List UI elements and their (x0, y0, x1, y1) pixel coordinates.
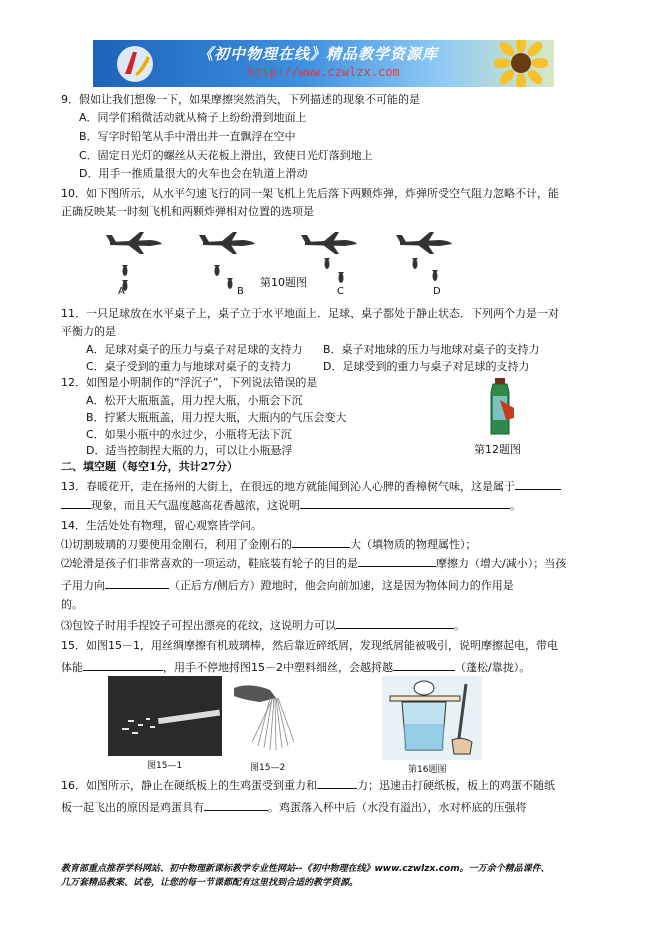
q16-line1: 16．如图所示，静止在硬纸板上的生鸡蛋受到重力和 力；迅速击打硬纸板，板上的鸡蛋不随纸 (61, 779, 555, 792)
q16-line2: 板一起飞出的原因是鸡蛋具有 。鸡蛋落入杯中后（水没有溢出），水对杯底的压强将 (61, 801, 527, 814)
q14-stem: 14．生活处处有物理，留心观察皆学问。 (61, 519, 262, 532)
q10-label-a: A (118, 286, 125, 297)
q13-line2: 现象，而且天气温度越高花香越浓，这说明 。 (61, 498, 521, 513)
q13-blank-1-cont[interactable] (61, 498, 91, 509)
option-a-plane-icon (106, 232, 162, 291)
q10-stem-line1: 10．如下图所示，从水平匀速飞行的同一架飞机上先后落下两颗炸弹，炸弹所受空气阻力忽略不计，能 (61, 187, 559, 200)
q15-blank-1[interactable] (83, 660, 163, 671)
q16-blank-2[interactable] (204, 800, 268, 811)
q16-blank-1[interactable] (317, 778, 357, 789)
fig16-caption: 第16题图 (408, 765, 447, 775)
q14-blank-4[interactable] (336, 618, 454, 629)
q10-label-b: B (237, 286, 244, 297)
q14-blank-3[interactable] (105, 578, 169, 589)
q14-part2-line3: 的。 (61, 598, 83, 611)
option-d-plane-icon (396, 232, 452, 281)
sunflower-icon (494, 40, 548, 87)
footer-line1: 教育部重点推荐学科网站、初中物理新课标教学专业性网站--《初中物理在线》www.czwlzx.com。一万余个精品课件、 (61, 864, 550, 874)
q13-blank-1[interactable] (515, 479, 561, 490)
banner-title: 《初中物理在线》精品教学资源库 (198, 45, 439, 63)
fig16-egg-cup-image (382, 676, 482, 760)
q14-blank-1[interactable] (292, 537, 350, 548)
q12-option-c: C．如果小瓶中的水过少，小瓶将无法下沉 (86, 428, 292, 441)
q14-blank-2[interactable] (358, 556, 436, 567)
header-banner (93, 40, 554, 87)
q11-stem-line2: 平衡力的是 (61, 325, 116, 338)
fig15-2-plastic-strands-image (230, 676, 312, 756)
q9-option-d: D．用手一推质量很大的火车也会在轨道上滑动 (79, 167, 308, 180)
q10-caption: 第10题图 (260, 276, 307, 289)
q12-caption: 第12题图 (474, 443, 521, 456)
q11-option-d: D．足球受到的重力与桌子对足球的支持力 (323, 360, 530, 373)
q11-option-a: A．足球对桌子的压力与桌子对足球的支持力 (86, 343, 303, 356)
q12-option-b: B．拧紧大瓶瓶盖，用力捏大瓶，大瓶内的气压会变大 (86, 411, 347, 424)
footer-line2: 几万套精品教案、试卷，让您的每一节课都配有这里找到合适的教学资源。 (61, 878, 359, 888)
q11-option-b: B．桌子对地球的压力与地球对桌子的支持力 (323, 343, 540, 356)
fig15-2-caption: 图15—2 (250, 763, 286, 773)
q12-option-d: D．适当控制捏大瓶的力，可以让小瓶悬浮 (86, 444, 293, 457)
section2-heading: 二、填空题（每空1分，共计27分） (61, 460, 238, 473)
q15-line2: 体能 ，用手不停地捋图15－2中塑料细丝，会越捋越 （蓬松/靠拢）。 (61, 661, 531, 674)
q15-blank-2[interactable] (393, 660, 455, 671)
q15-line1: 15．如图15－1，用丝绸摩擦有机玻璃棒，然后靠近碎纸屑，发现纸屑能被吸引，说明摩擦起电，带电 (61, 639, 558, 652)
fig15-1-rod-paper-image (108, 676, 222, 756)
fig15-1-caption: 图15—1 (147, 761, 183, 771)
q9-stem: 9．假如让我们想像一下，如果摩擦突然消失，下列描述的现象不可能的是 (61, 93, 420, 106)
cartesian-diver-bottle-icon (482, 378, 522, 436)
q10-label-c: C (337, 286, 344, 297)
q11-stem-line1: 11．一只足球放在水平桌子上，桌子立于水平地面上．足球、桌子都处于静止状态．下列两个力是一对 (61, 307, 559, 320)
q14-part2-line1: ⑵轮滑是孩子们非常喜欢的一项运动，鞋底装有轮子的目的是 摩擦力（增大/减小）；当孩 (61, 557, 567, 570)
q10-stem-line2: 正确反映某一时刻飞机和两颗炸弹相对位置的选项是 (61, 205, 314, 218)
site-logo-icon (115, 44, 155, 84)
q13-blank-2[interactable] (300, 498, 510, 509)
option-c-plane-icon (301, 232, 357, 283)
q14-part3: ⑶包饺子时用手捏饺子可捏出漂亮的花纹，这说明力可以 。 (61, 619, 465, 632)
q10-label-d: D (433, 286, 441, 297)
q14-part1: ⑴切割玻璃的刀要使用金刚石，利用了金刚石的 大（填物质的物理属性）； (61, 538, 477, 551)
q12-stem: 12．如图是小明制作的“浮沉子”，下列说法错误的是 (61, 376, 318, 389)
q9-option-b: B．写字时铅笔从手中滑出并一直飘浮在空中 (79, 130, 296, 143)
q9-option-a: A．同学们稍微活动就从椅子上纷纷滑到地面上 (79, 111, 307, 124)
q14-part2-line2: 子用力向 （正后方/侧后方）蹬地时，他会向前加速，这是因为物体间力的作用是 (61, 579, 514, 592)
q13-line1: 13．春暖花开，走在扬州的大街上，在很远的地方就能闻到沁人心脾的香樟树气味，这是属于 (61, 479, 561, 494)
banner-url[interactable]: http://www.czwlzx.com (248, 65, 400, 79)
q11-option-c: C．桌子受到的重力与地球对桌子的支持力 (86, 360, 292, 373)
option-b-plane-icon (199, 232, 255, 289)
q9-option-c: C．固定日光灯的螺丝从天花板上滑出，致使日光灯落到地上 (79, 149, 373, 162)
q12-option-a: A．松开大瓶瓶盖，用力捏大瓶，小瓶会下沉 (86, 394, 303, 407)
